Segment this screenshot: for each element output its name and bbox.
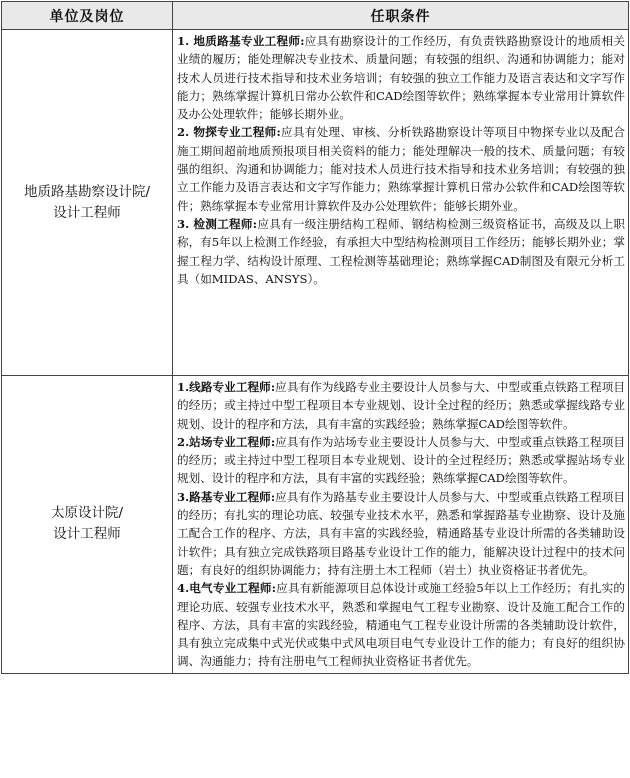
requirement-heading: 2.站场专业工程师:: [177, 434, 276, 449]
unit-name: 地质路基勘察设计院/: [23, 183, 151, 200]
requirement-heading: 4.电气专业工程师:: [177, 581, 276, 596]
requirement-text: 应具有一级注册结构工程师、钢结构检测三级资格证书，高级及以上职称，有5年以上检测工作经验，有承担大中型结构检测项目工作经历；能够长期外业；掌握工程力学、结构设计原理、工程检测等基础理论；熟练掌握CAD制图及有限元分析工具（如MIDAS、ANSYS）。: [177, 216, 625, 286]
requirement-item: [177, 579, 625, 670]
requirement-text: 应具有新能源项目总体设计或施工经验5年以上工作经历；有扎实的理论功底、较强专业技术水平，熟悉和掌握电气工程专业勘察、设计及施工配合工作的程序、方法，具有丰富的实践经验，精通电气工程专业设计所需的各类辅助设计软件，具有独立完成集中式光伏或集中式风电项目电气专业设计工作的能力；有良好的组织协调、沟通能力；持有注册电气工程师执业资格证书者优先。: [177, 581, 625, 669]
requirement-item: [177, 378, 625, 433]
unit-column-header: 单位及岗位: [2, 2, 173, 30]
requirement-heading: 1. 地质路基专业工程师:: [177, 34, 305, 48]
requirement-heading: 1.线路专业工程师:: [177, 380, 276, 394]
requirement-text: 应具有作为线路专业主要设计人员参与大、中型或重点铁路工程项目的经历；或主持过中型工程项目本专业规划、设计全过程的经历；熟悉或掌握线路专业规划、设计的程序和方法，具有丰富的实践经验；熟练掌握CAD绘图等软件。: [177, 380, 625, 431]
requirement-heading: 3.路基专业工程师:: [177, 489, 276, 504]
unit-cell: [2, 376, 173, 674]
unit-name: 太原设计院/: [50, 505, 124, 522]
requirement-heading: 3. 检测工程师:: [177, 216, 258, 231]
requirement-text: 应具有作为路基专业主要设计人员参与大、中型或重点铁路工程项目的经历；有扎实的理论功底、较强专业技术水平，熟悉和掌握路基专业勘察、设计及施工配合工作的程序、方法，具有丰富的实践经验，精通路基专业设计所需的各类辅助设计软件；具有独立完成铁路项目路基专业设计工作的能力，能解决设计过程中的技术问题；有良好的组织协调能力；持有注册土木工程师（岩土）执业资格证书者优先。: [177, 489, 625, 577]
requirements-cell: [173, 30, 629, 376]
requirement-item: [177, 488, 625, 579]
job-requirements-table: [1, 1, 629, 674]
header-row: [2, 2, 629, 30]
table-row: [2, 376, 629, 674]
requirement-item: [177, 32, 625, 123]
requirement-heading: 2. 物探专业工程师:: [177, 125, 281, 140]
position-name: 设计工程师: [53, 204, 121, 221]
unit-cell: [2, 30, 173, 376]
position-name: 设计工程师: [53, 526, 121, 543]
table-row: [2, 30, 629, 376]
requirements-column-header: 任职条件: [173, 2, 629, 30]
requirement-item: [177, 433, 625, 488]
requirement-item: [177, 123, 625, 214]
requirement-text: 应具有处理、审核、分析铁路勘察设计等项目中物探专业以及配合施工期间超前地质预报项目相关资料的能力；能处理解决一般的技术、质量问题；有较强的组织、沟通和协调能力；能对技术人员进行技术指导和技术业务培训；有较强的独立工作能力及语言表达和文字写作能力；熟练掌握计算机日常办公软件和CAD绘图等软件；熟练掌握本专业常用计算软件及办公处理软件；能够长期外业。: [177, 125, 625, 213]
requirement-text: 应具有作为站场专业主要设计人员参与大、中型或重点铁路工程项目的经历；或主持过中型工程项目本专业规划、设计的全过程经历；熟悉或掌握站场专业规划、设计的程序和方法，具有丰富的实践经验；熟练掌握CAD绘图等软件。: [177, 434, 625, 486]
requirement-text: 应具有勘察设计的工作经历，有负责铁路勘察设计的地质相关业绩的履历；能处理解决专业技术、质量问题；有较强的组织、沟通和协调能力；能对技术人员进行技术指导和技术业务培训；有较强的独立工作能力及语言表达和文字写作能力；熟练掌握计算机日常办公软件和CAD绘图等软件；熟练掌握本专业常用计算软件及办公处理软件；能够长期外业。: [177, 34, 625, 122]
requirements-cell: [173, 376, 629, 674]
requirement-item: [177, 215, 625, 288]
